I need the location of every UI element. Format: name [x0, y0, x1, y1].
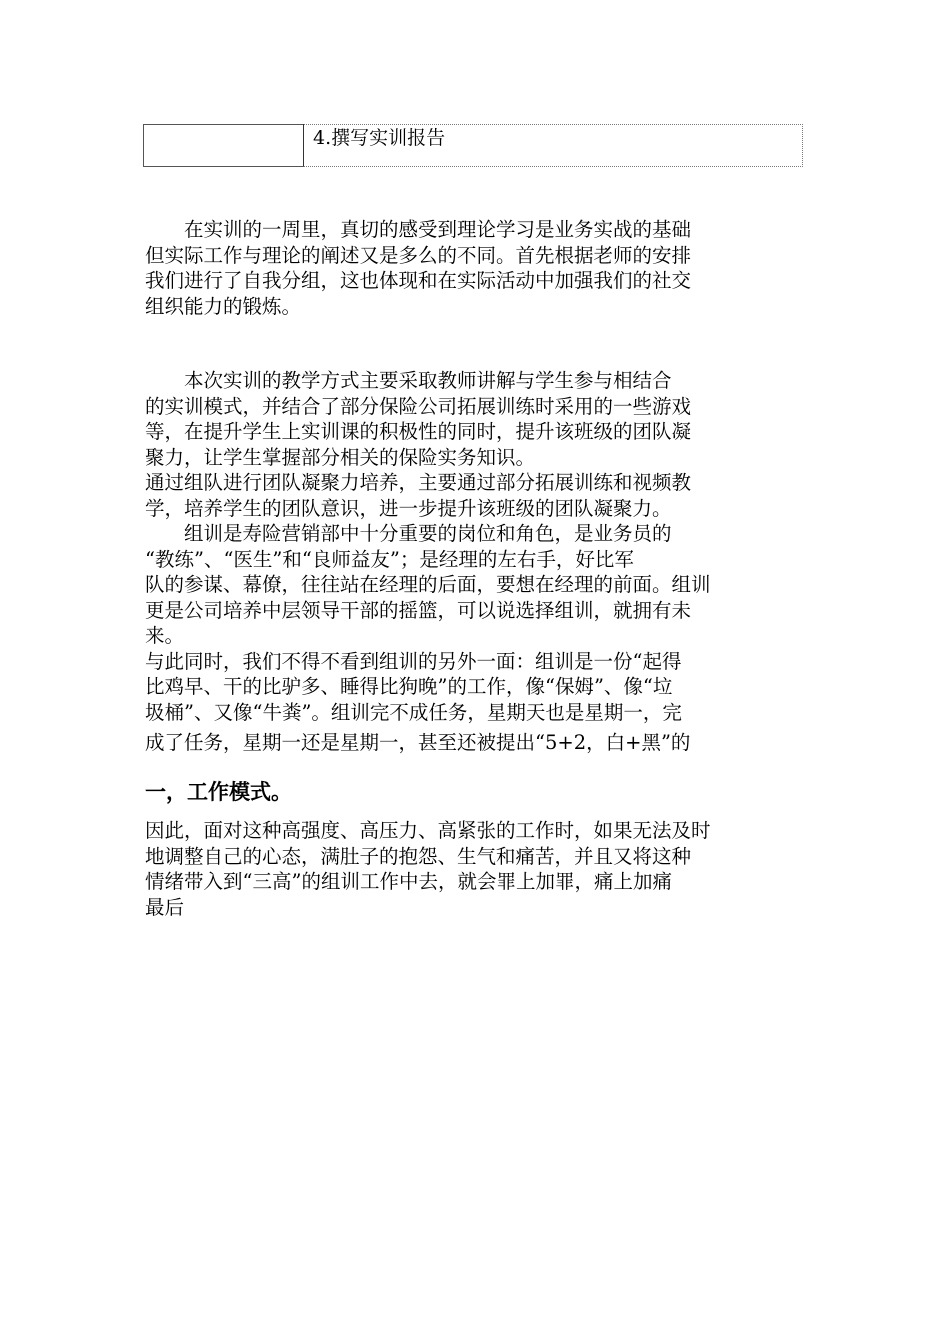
paragraph-training [145, 368, 805, 725]
text-line: 与此同时，我们不得不看到组训的另外一面：组训是一份“起得 [145, 649, 682, 673]
text-line: 圾桶”、又像“牛粪”。组训完不成任务，星期天也是星期一，完 [145, 700, 682, 724]
text-line: 因此，面对这种高强度、高压力、高紧张的工作时，如果无法及时 [145, 819, 711, 842]
text-line: 地调整自己的心态，满肚子的抱怨、生气和痛苦，并且又将这种 [145, 844, 692, 868]
text-line: 的实训模式，并结合了部分保险公司拓展训练时采用的一些游戏 [145, 394, 692, 418]
text-line: 来。 [145, 624, 185, 647]
section-heading: 一，工作模式。 [145, 779, 292, 804]
text-line: 本次实训的教学方式主要采取教师讲解与学生参与相结合 [145, 369, 672, 392]
text-line: 但实际工作与理论的阐述又是多么的不同。首先根据老师的安排 [145, 243, 692, 267]
text-line: 情绪带入到“三高”的组训工作中去，就会罪上加罪，痛上加痛 [145, 870, 672, 893]
text-line: 最后 [145, 895, 185, 919]
text-line: 比鸡早、干的比驴多、睡得比狗晚”的工作，像“保姆”、像“垃 [145, 675, 673, 698]
text-line: “教练”、“医生”和“良师益友”；是经理的左右手，好比军 [145, 547, 634, 571]
paragraph-training-end [145, 730, 805, 756]
text-line: 通过组队进行团队凝聚力培养，主要通过部分拓展训练和视频教 [145, 471, 692, 494]
paragraph-intro [145, 217, 805, 319]
text-line: 在实训的一周里，真切的感受到理论学习是业务实战的基础 [145, 218, 692, 241]
text-line: 等，在提升学生上实训课的积极性的同时，提升该班级的团队凝 [145, 420, 692, 443]
text-line: 组织能力的锻炼。 [145, 294, 302, 318]
paragraph-conclusion [145, 818, 805, 920]
task-table [143, 124, 803, 167]
text-line: 我们进行了自我分组，这也体现和在实际活动中加强我们的社交 [145, 269, 692, 292]
table-cell-left [144, 125, 304, 167]
text-line: 更是公司培养中层领导干部的摇篮，可以说选择组训，就拥有未 [145, 598, 692, 622]
text-line: 组训是寿险营销部中十分重要的岗位和角色，是业务员的 [145, 522, 672, 545]
table-row [144, 125, 803, 167]
text-line: 学，培养学生的团队意识，进一步提升该班级的团队凝聚力。 [145, 496, 672, 520]
table-cell-task: 4.撰写实训报告 [304, 125, 803, 167]
text-line: 聚力，让学生掌握部分相关的保险实务知识。 [145, 445, 536, 469]
text-line: 队的参谋、幕僚，往往站在经理的后面，要想在经理的前面。组训 [145, 573, 711, 596]
text-line: 成了任务，星期一还是星期一，甚至还被提出“5+2，白+黑”的 [145, 731, 691, 754]
